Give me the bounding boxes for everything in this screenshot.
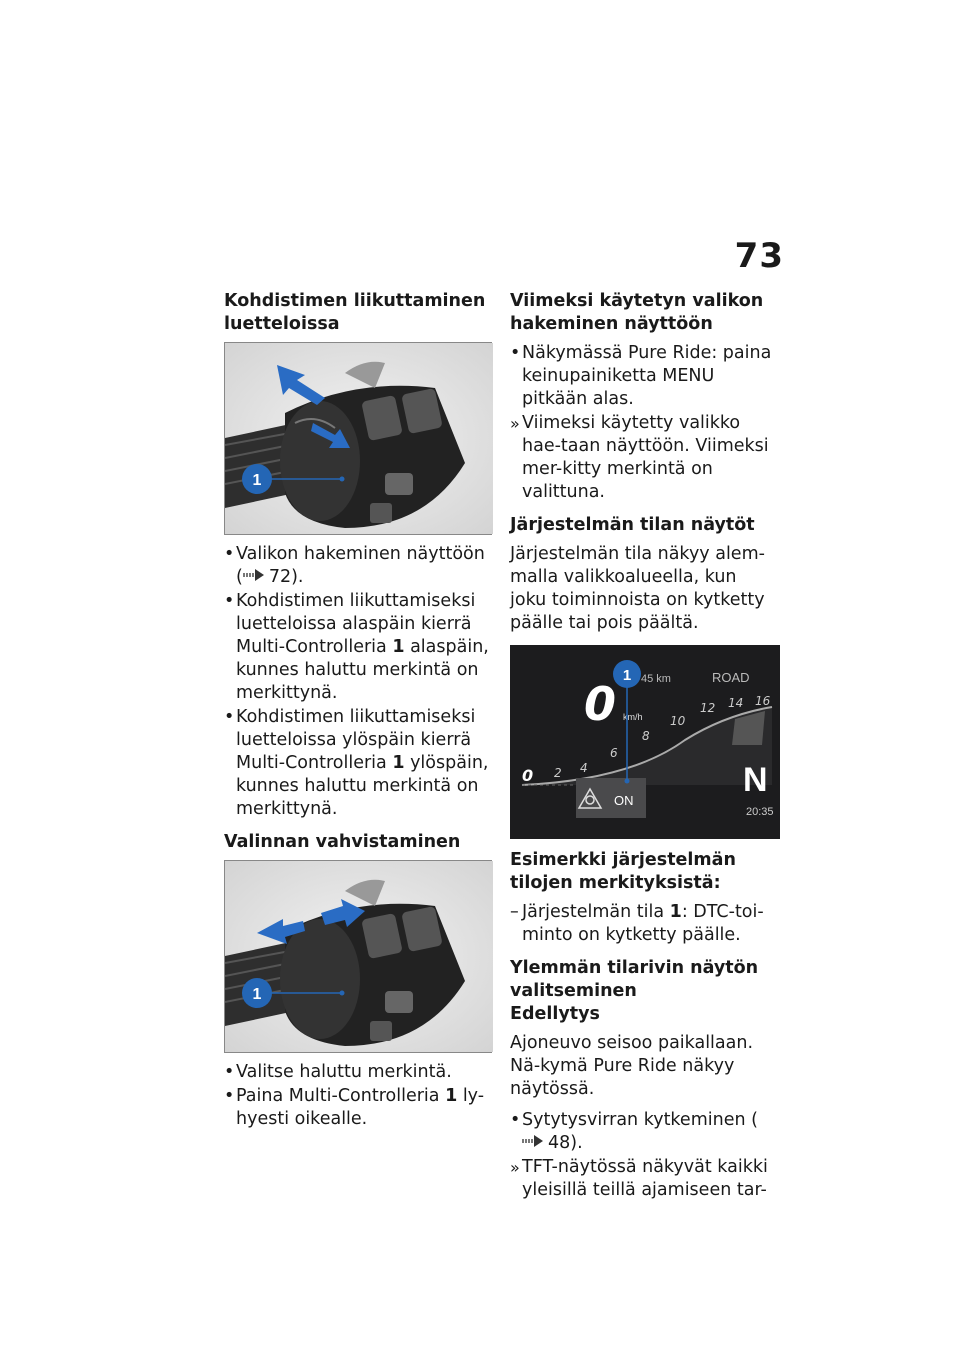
status-paragraph: Järjestelmän tila näkyy alem-malla valikkoalueella, kun joku toiminnoista on kytketty päälle tai pois päältä.: [510, 544, 765, 633]
upper-status-instructions: [510, 1109, 778, 1202]
heading-system-status: Järjestelmän tilan näytöt: [510, 515, 755, 535]
figure-callout: 1: [252, 986, 262, 1003]
list-item: • Näkymässä Pure Ride: paina keinupainiketta MENU pitkään alas.: [510, 342, 778, 411]
list-item: • Sytytysvirran kytkeminen (48).: [510, 1109, 778, 1155]
heading-confirm-selection: Valinnan vahvistaminen: [224, 832, 461, 852]
tft-gear: N: [743, 761, 768, 799]
figure-callout: 1: [252, 472, 262, 489]
figure-callout: 1: [622, 667, 632, 684]
list-item: – Järjestelmän tila 1: DTC-toi-minto on kytketty päälle.: [510, 901, 778, 947]
last-menu-instructions: [510, 342, 778, 504]
tft-scale-12: 12: [700, 701, 716, 715]
tft-scale-0: 0: [522, 766, 534, 785]
tft-scale-2: 2: [554, 766, 562, 780]
tft-scale-14: 14: [728, 696, 744, 710]
list-item: • Kohdistimen liikuttamiseksi luetteloissa ylöspäin kierrä Multi-Controlleria 1 ylöspäin, kunnes haluttu merkintä on merkittynä.: [224, 706, 492, 821]
list-item: • Kohdistimen liikuttamiseksi luetteloissa alaspäin kierrä Multi-Controlleria 1 alaspäin, kunnes haluttu merkintä on merkittynä.: [224, 590, 492, 705]
rotate-instructions: [224, 543, 492, 821]
tft-mode: ROAD: [712, 670, 750, 685]
tft-scale-6: 6: [610, 746, 618, 760]
tft-scale-4: 4: [580, 761, 588, 775]
page-reference-link[interactable]: 48: [548, 1133, 571, 1153]
figure-controller-push: [224, 860, 492, 1053]
page-reference-link[interactable]: 72: [268, 567, 292, 587]
heading-prerequisite: Edellytys: [510, 1004, 600, 1024]
tft-display-figure: [510, 645, 778, 839]
confirm-instructions: [224, 1061, 492, 1131]
list-item: • Paina Multi-Controlleria 1 ly-hyesti oikealle.: [224, 1085, 492, 1131]
heading-status-examples: Esimerkki järjestelmän tilojen merkityksistä:: [510, 850, 736, 893]
list-item: • Valikon hakeminen näyttöön ( 72).: [224, 543, 492, 589]
page-number: 73: [734, 236, 784, 276]
tft-scale-8: 8: [642, 729, 650, 743]
result-item: » Viimeksi käytetty valikko hae-taan näyttöön. Viimeksi mer-kitty merkintä on valittuna.: [510, 412, 778, 504]
right-column: [510, 290, 778, 1212]
page-reference-arrow-icon: [243, 569, 265, 581]
heading-last-menu: Viimeksi käytetyn valikon hakeminen näyttöön: [510, 291, 764, 334]
status-examples: [510, 901, 778, 947]
tft-km: 45 km: [641, 673, 671, 685]
heading-upper-status-line: Ylemmän tilarivin näytön valitseminen: [510, 958, 759, 1001]
tft-unit: km/h: [623, 712, 643, 722]
left-column: [224, 290, 492, 1141]
tft-scale-16: 16: [755, 694, 771, 708]
tft-time: 20:35: [746, 806, 774, 818]
figure-controller-rotate: [224, 342, 492, 535]
tft-speed: 0: [584, 677, 617, 731]
tft-status: ON: [614, 793, 634, 808]
result-item: » TFT-näytössä näkyvät kaikki yleisillä teillä ajamiseen tar-: [510, 1156, 778, 1202]
list-item: • Valitse haluttu merkintä.: [224, 1061, 492, 1084]
tft-scale-10: 10: [670, 714, 686, 728]
page-reference-arrow-icon: [522, 1135, 544, 1147]
heading-cursor-lists: Kohdistimen liikuttaminen luetteloissa: [224, 291, 486, 334]
prerequisite-paragraph: Ajoneuvo seisoo paikallaan. Nä-kymä Pure Ride näkyy näytössä.: [510, 1033, 754, 1099]
